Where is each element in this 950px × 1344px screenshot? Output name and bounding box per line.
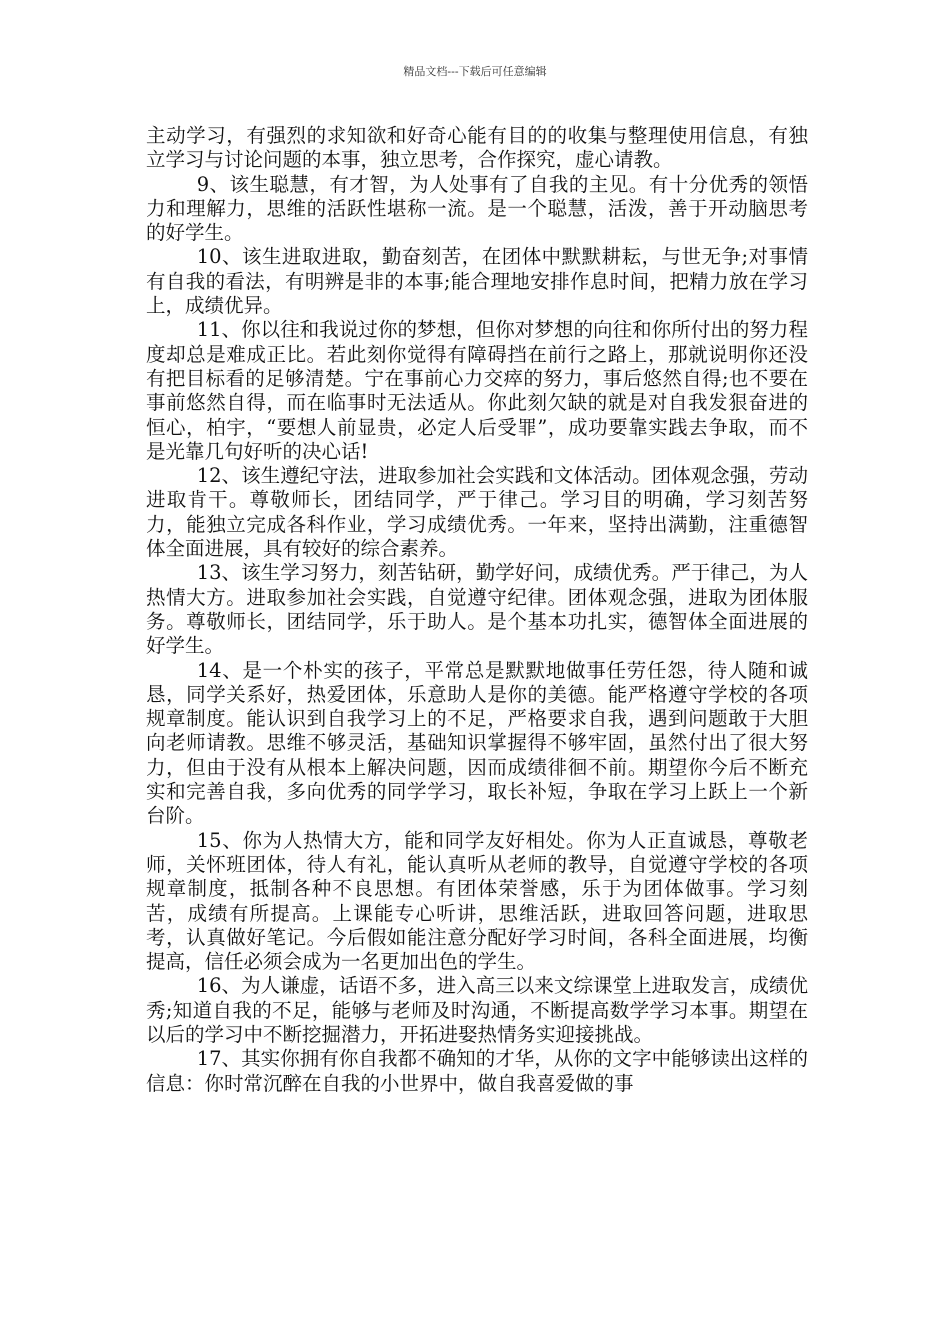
paragraph-item-12: 12、该生遵纪守法，进取参加社会实践和文体活动。团体观念强，劳动进取肯干。尊敬师长，团结同学，严于律己。学习目的明确，学习刻苦努力，能独立完成各科作业，学习成绩优秀。一年来，坚持出满勤，注重德智体全面进展，具有较好的综合素养。 — [146, 464, 808, 561]
paragraph-item-14: 14、是一个朴实的孩子，平常总是默默地做事任劳任怨，待人随和诚恳，同学关系好，热爱团体，乐意助人是你的美德。能严格遵守学校的各项规章制度。能认识到自我学习上的不足，严格要求自我，遇到问题敢于大胆向老师请教。思维不够灵活，基础知识掌握得不够牢固，虽然付出了很大努力，但由于没有从根本上解决问题，因而成绩徘徊不前。期望你今后不断充实和完善自我，多向优秀的同学学习，取长补短，争取在学习上跃上一个新台阶。 — [146, 658, 808, 828]
paragraph-item-15: 15、你为人热情大方，能和同学友好相处。你为人正直诚恳，尊敬老师，关怀班团体，待人有礼，能认真听从老师的教导，自觉遵守学校的各项规章制度，抵制各种不良思想。有团体荣誉感，乐于为团体做事。学习刻苦，成绩有所提高。上课能专心听讲，思维活跃，进取回答问题，进取思考，认真做好笔记。今后假如能注意分配好学习时间，各科全面进展，均衡提高，信任必须会成为一名更加出色的学生。 — [146, 828, 808, 974]
paragraph-item-11: 11、你以往和我说过你的梦想，但你对梦想的向往和你所付出的努力程度却总是难成正比。若此刻你觉得有障碍挡在前行之路上，那就说明你还没有把目标看的足够清楚。宁在事前心力交瘁的努力，事后悠然自得;也不要在事前悠然自得，而在临事时无法适从。你此刻欠缺的就是对自我发狠奋进的恒心，柏宇，“要想人前显贵，必定人后受罪”，成功要靠实践去争取，而不是光靠几句好听的决心话! — [146, 318, 808, 463]
paragraph-continuation: 主动学习，有强烈的求知欲和好奇心能有目的的收集与整理使用信息，有独立学习与讨论问题的本事，独立思考，合作探究，虚心请教。 — [146, 124, 808, 172]
page-header: 精品文档---下载后可任意编辑 — [403, 65, 547, 78]
paragraph-item-16: 16、为人谦虚，话语不多，进入高三以来文综课堂上进取发言，成绩优秀;知道自我的不足，能够与老师及时沟通，不断提高数学学习本事。期望在以后的学习中不断挖掘潜力，开拓进娶热情务实迎接挑战。 — [146, 974, 808, 1046]
paragraph-item-17: 17、其实你拥有你自我都不确知的才华，从你的文字中能够读出这样的信息：你时常沉醉在自我的小世界中，做自我喜爱做的事 — [146, 1047, 808, 1095]
paragraph-item-9: 9、该生聪慧，有才智，为人处事有了自我的主见。有十分优秀的领悟力和理解力，思维的活跃性堪称一流。是一个聪慧，活泼，善于开动脑思考的好学生。 — [146, 172, 808, 245]
paragraph-item-10: 10、该生进取进取，勤奋刻苦，在团体中默默耕耘，与世无争;对事情有自我的看法，有明辨是非的本事;能合理地安排作息时间，把精力放在学习上，成绩优异。 — [146, 245, 808, 318]
paragraph-item-13: 13、该生学习努力，刻苦钻研，勤学好问，成绩优秀。严于律己，为人热情大方。进取参加社会实践，自觉遵守纪律。团体观念强，进取为团体服务。尊敬师长，团结同学，乐于助人。是个基本功扎实，德智体全面进展的好学生。 — [146, 561, 808, 658]
document-body — [146, 124, 808, 1096]
